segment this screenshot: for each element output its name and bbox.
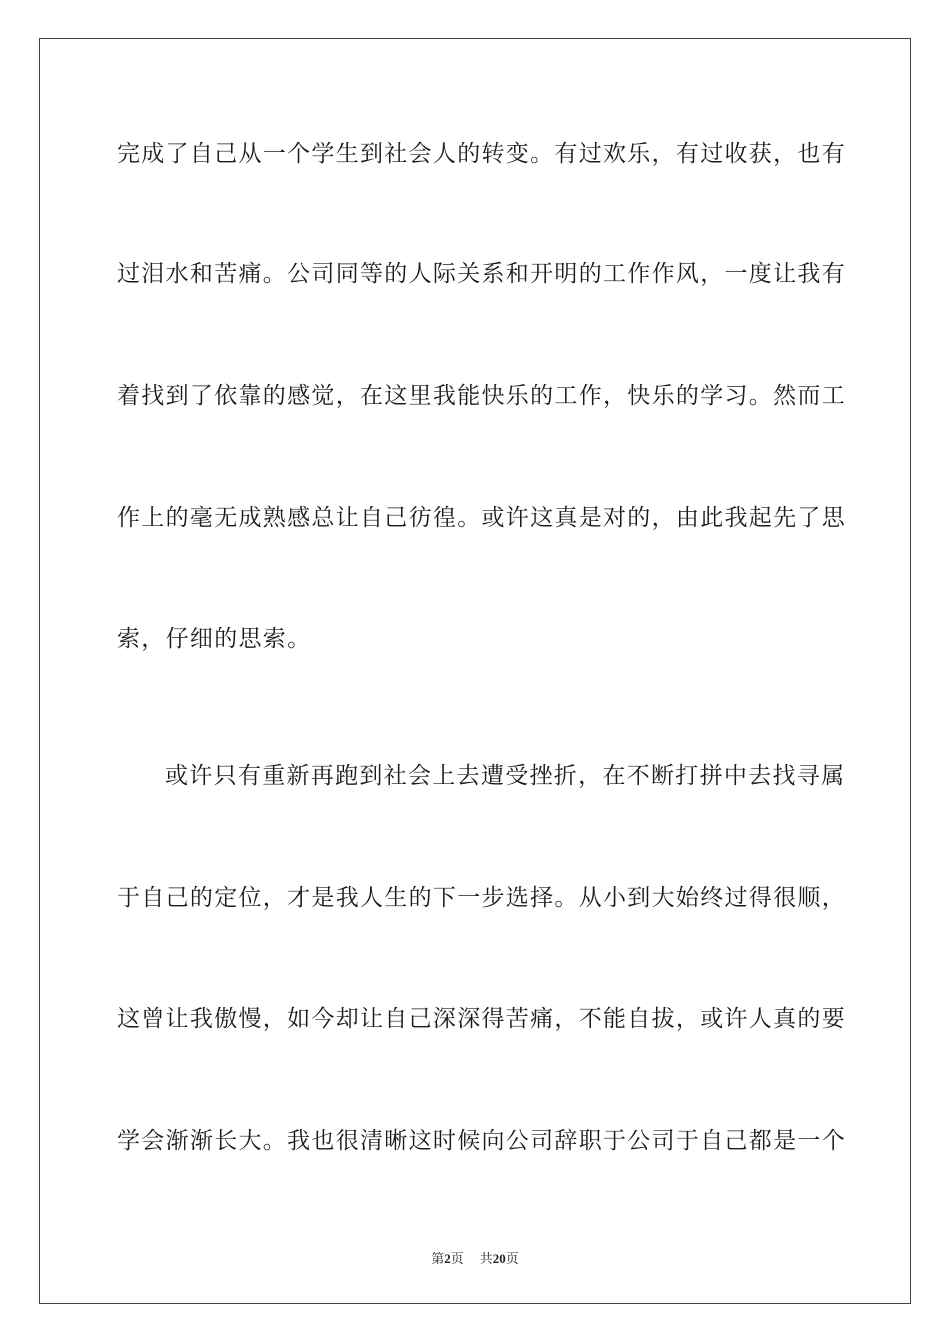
paragraph-line-indented: 或许只有重新再跑到社会上去遭受挫折，在不断打拼中去找寻属 — [165, 763, 846, 789]
paragraph-line: 这曾让我傲慢，如今却让自己深深得苦痛，不能自拔，或许人真的要 — [117, 1006, 846, 1032]
paragraph-line: 学会渐渐长大。我也很清晰这时候向公司辞职于公司于自己都是一个 — [117, 1128, 846, 1154]
paragraph-line: 作上的毫无成熟感总让自己彷徨。或许这真是对的，由此我起先了思 — [117, 505, 846, 531]
paragraph-line: 于自己的定位，才是我人生的下一步选择。从小到大始终过得很顺， — [117, 885, 846, 911]
footer-total-prefix: 共 — [479, 1251, 493, 1266]
footer-total-number: 20 — [492, 1251, 506, 1266]
paragraph-line: 过泪水和苦痛。公司同等的人际关系和开明的工作作风，一度让我有 — [117, 261, 846, 287]
footer-page-number: 2 — [444, 1251, 451, 1266]
page-border — [39, 38, 911, 1304]
paragraph-line: 索，仔细的思索。 — [117, 626, 312, 652]
paragraph-line: 完成了自己从一个学生到社会人的转变。有过欢乐，有过收获，也有 — [117, 141, 846, 167]
paragraph-line: 着找到了依靠的感觉，在这里我能快乐的工作，快乐的学习。然而工 — [117, 383, 846, 409]
page-footer — [0, 1248, 950, 1267]
footer-total-suffix: 页 — [505, 1251, 519, 1266]
footer-page-suffix: 页 — [450, 1251, 464, 1266]
footer-page-prefix: 第 — [431, 1251, 445, 1266]
